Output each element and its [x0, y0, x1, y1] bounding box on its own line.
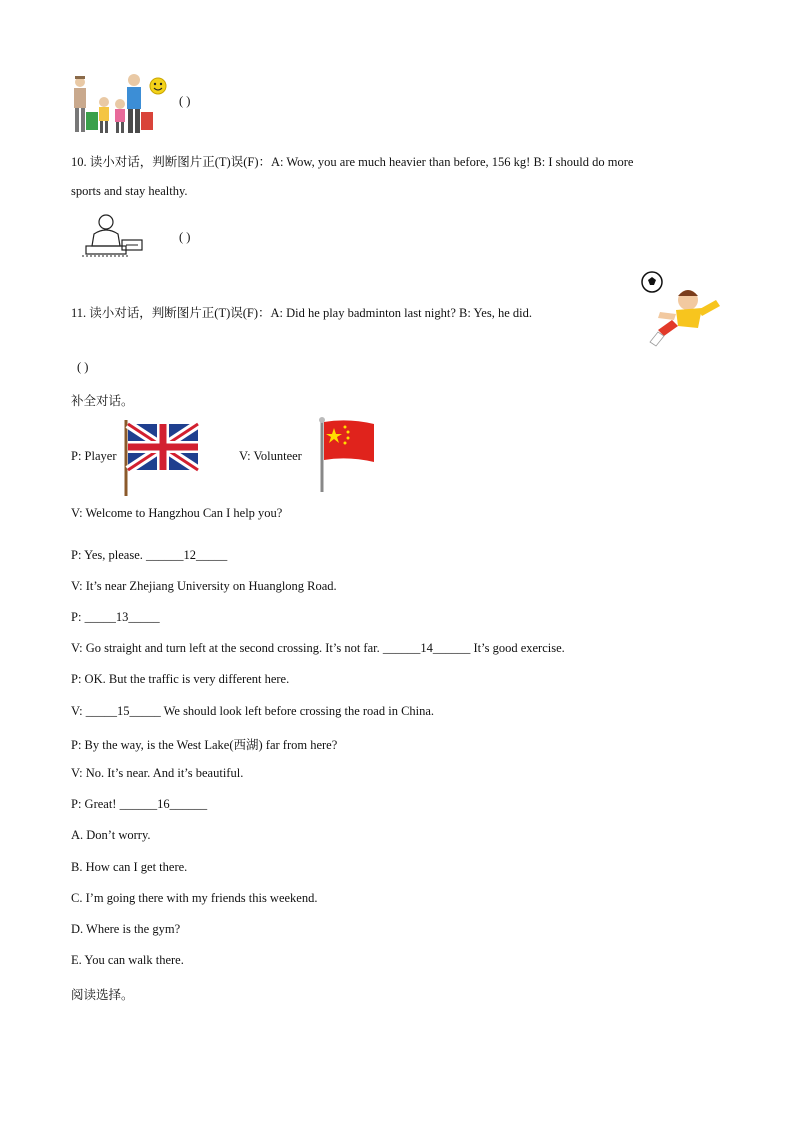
dialogue-line: [71, 735, 337, 753]
dialogue-line-tail: It’s good exercise.: [470, 641, 565, 655]
dialogue-line: [71, 506, 282, 521]
dialogue-line: [71, 704, 434, 719]
dialogue-line: [71, 672, 289, 687]
boy-kicking-football-illustration: [636, 270, 726, 352]
dialogue-line-text: P: By the way, is the West Lake(西湖) far from here?: [71, 738, 338, 752]
dialogue-line-text: V: Welcome to Hangzhou: [71, 506, 200, 520]
q9-answer-parentheses[interactable]: ( ): [179, 94, 191, 108]
option-a: A. Don’t worry.: [71, 828, 151, 842]
dialogue-line-text: P:: [71, 610, 85, 624]
reading-section-heading: 阅读选择。: [71, 988, 134, 1002]
china-flag-icon: [312, 416, 380, 496]
option-b: B. How can I get there.: [71, 860, 188, 874]
dialogue-line-text: P: Yes, please.: [71, 548, 147, 562]
q10-question-line2: sports and stay healthy.: [71, 184, 188, 198]
option-c: C. I’m going there with my friends this weekend.: [71, 891, 318, 905]
dialogue-line-text: V: Go straight and turn left at the second crossing. It’s not far.: [71, 641, 383, 655]
family-travel-illustration: [70, 72, 170, 136]
option-e: E. You can walk there.: [71, 953, 184, 967]
blank-15[interactable]: _____15_____: [85, 704, 161, 718]
uk-flag-icon: [118, 416, 202, 498]
q11-answer-parentheses[interactable]: ( ): [77, 360, 89, 374]
dialogue-line-text: V:: [71, 704, 86, 718]
dialogue-line: [71, 610, 160, 625]
q10-answer-parentheses[interactable]: ( ): [179, 230, 191, 244]
dialogue-line-text: V: It’s near Zhejiang University on Huanglong Road.: [71, 579, 337, 593]
dialogue-line: [71, 579, 337, 594]
option-d: D. Where is the gym?: [71, 922, 181, 936]
dialogue-line-text: P: Great!: [71, 797, 120, 811]
dialogue-line: [71, 641, 565, 656]
dialogue-section-heading: 补全对话。: [71, 394, 134, 408]
dialogue-line-tail: Can I help you?: [199, 506, 283, 520]
dialogue-line-text: V: No. It’s near. And it’s beautiful.: [71, 766, 244, 780]
blank-12[interactable]: ______12_____: [146, 548, 228, 562]
dialogue-line: [71, 548, 227, 563]
legend-volunteer: V: Volunteer: [239, 449, 302, 463]
person-on-scale-illustration: [80, 212, 146, 260]
blank-13[interactable]: _____13_____: [84, 610, 160, 624]
legend-player: P: Player: [71, 449, 117, 463]
dialogue-line: [71, 797, 207, 812]
q11-question-line1: 11. 读小对话，判断图片正(T)误(F)：A: Did he play badminton last night? B: Yes, he did.: [71, 306, 532, 320]
blank-14[interactable]: ______14______: [382, 641, 471, 655]
dialogue-line: [71, 766, 243, 781]
q10-question-line1: 10. 读小对话，判断图片正(T)误(F)：A: Wow, you are much heavier than before, 156 kg! B: I should do more: [71, 155, 634, 169]
blank-16[interactable]: ______16______: [119, 797, 208, 811]
dialogue-line-text: P: OK. But the traffic is very different here.: [71, 672, 290, 686]
dialogue-line-tail: We should look left before crossing the road in China.: [160, 704, 435, 718]
